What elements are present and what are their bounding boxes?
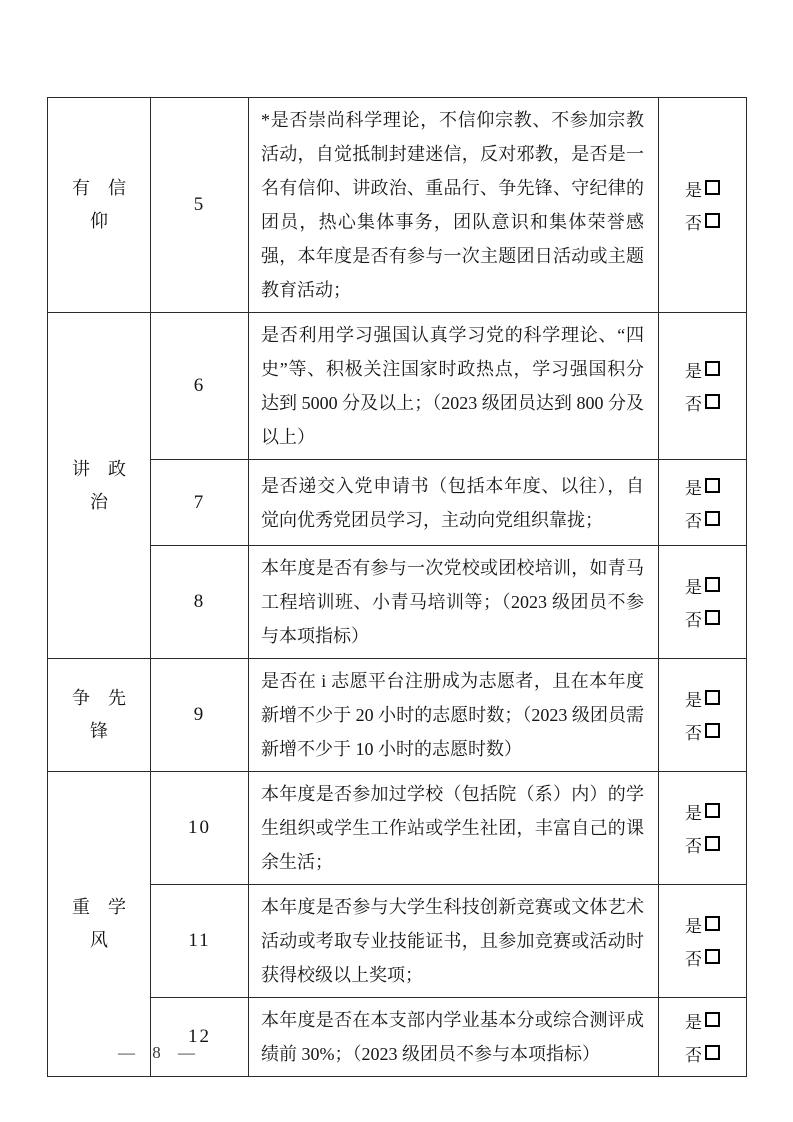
yes-no-option <box>659 945 746 970</box>
yes-no-option <box>659 1008 746 1033</box>
yes-checkbox[interactable] <box>705 690 720 705</box>
table-row <box>48 659 747 772</box>
yes-no-option <box>659 209 746 234</box>
yes-no-cell <box>659 659 747 772</box>
no-label: 否 <box>685 724 702 743</box>
no-checkbox[interactable] <box>705 213 720 228</box>
table-row <box>48 885 747 998</box>
category-label-line: 重 学 <box>72 897 126 917</box>
criterion-text-cell: 是否在 i 志愿平台注册成为志愿者，且在本年度新增不少于 20 小时的志愿时数；（2023 级团员需新增不少于 10 小时的志愿时数） <box>249 659 659 772</box>
no-label: 否 <box>685 837 702 856</box>
row-number-cell: 6 <box>151 313 249 460</box>
yes-no-cell <box>659 313 747 460</box>
no-label: 否 <box>685 511 702 531</box>
yes-checkbox[interactable] <box>705 478 720 493</box>
no-checkbox[interactable] <box>705 949 720 964</box>
yes-no-option <box>659 799 746 824</box>
yes-no-cell <box>659 998 747 1077</box>
row-number-cell: 8 <box>151 546 249 659</box>
yes-no-cell <box>659 460 747 546</box>
yes-no-option <box>659 573 746 598</box>
evaluation-table <box>47 97 747 1077</box>
category-label-line: 仰 <box>90 211 108 231</box>
yes-checkbox[interactable] <box>705 577 720 592</box>
criterion-text-cell: 本年度是否参加过学校（包括院（系）内）的学生组织或学生工作站或学生社团，丰富自己的课余生活； <box>249 772 659 885</box>
yes-label: 是 <box>685 1013 702 1032</box>
yes-checkbox[interactable] <box>705 916 720 931</box>
yes-label: 是 <box>685 578 702 597</box>
yes-no-option <box>659 507 746 532</box>
yes-no-option <box>659 357 746 382</box>
yes-no-option <box>659 606 746 631</box>
no-checkbox[interactable] <box>705 1045 720 1060</box>
category-cell <box>48 98 151 313</box>
row-number-cell: 11 <box>151 885 249 998</box>
yes-no-option <box>659 832 746 857</box>
no-checkbox[interactable] <box>705 723 720 738</box>
yes-label: 是 <box>685 478 702 498</box>
yes-no-cell <box>659 546 747 659</box>
table-row <box>48 98 747 313</box>
yes-checkbox[interactable] <box>705 361 720 376</box>
criterion-text-cell: *是否崇尚科学理论，不信仰宗教、不参加宗教活动，自觉抵制封建迷信，反对邪教，是否是一名有信仰、讲政治、重品行、争先锋、守纪律的团员，热心集体事务，团队意识和集体荣誉感强，本年度是否有参与一次主题团日活动或主题教育活动； <box>249 98 659 313</box>
no-label: 否 <box>685 1046 702 1065</box>
criterion-text-cell: 本年度是否在本支部内学业基本分或综合测评成绩前 30%；（2023 级团员不参与本项指标） <box>249 998 659 1077</box>
criterion-text-cell: 是否利用学习强国认真学习党的科学理论、“四史”等、积极关注国家时政热点，学习强国积分达到 5000 分及以上；（2023 级团员达到 800 分及以上） <box>249 313 659 460</box>
category-cell <box>48 659 151 772</box>
yes-no-cell <box>659 772 747 885</box>
yes-no-cell <box>659 885 747 998</box>
yes-no-cell <box>659 98 747 313</box>
yes-no-option <box>659 390 746 415</box>
yes-checkbox[interactable] <box>705 180 720 195</box>
table-row <box>48 772 747 885</box>
category-label-line: 有 信 <box>72 178 126 198</box>
criterion-text-cell: 是否递交入党申请书（包括本年度、以往），自觉向优秀党团员学习，主动向党组织靠拢； <box>249 460 659 546</box>
category-label-line: 讲 政 <box>72 458 126 479</box>
page-number: — 8 — <box>118 1043 199 1062</box>
yes-label: 是 <box>685 691 702 710</box>
no-label: 否 <box>685 214 702 233</box>
yes-checkbox[interactable] <box>705 803 720 818</box>
yes-no-option <box>659 474 746 499</box>
yes-no-option <box>659 719 746 744</box>
category-label-line: 争 先 <box>72 688 126 708</box>
criterion-text-cell: 本年度是否参与大学生科技创新竞赛或文体艺术活动或考取专业技能证书，且参加竞赛或活动时获得校级以上奖项； <box>249 885 659 998</box>
no-label: 否 <box>685 950 702 969</box>
row-number-cell: 10 <box>151 772 249 885</box>
category-label-line: 治 <box>90 491 108 512</box>
no-checkbox[interactable] <box>705 394 720 409</box>
row-number-cell: 12 <box>151 998 249 1077</box>
table-row <box>48 313 747 460</box>
no-checkbox[interactable] <box>705 610 720 625</box>
category-cell <box>48 313 151 659</box>
yes-no-option <box>659 1041 746 1066</box>
yes-label: 是 <box>685 917 702 936</box>
row-number-cell: 7 <box>151 460 249 546</box>
table-row <box>48 460 747 546</box>
yes-label: 是 <box>685 804 702 823</box>
yes-checkbox[interactable] <box>705 1012 720 1027</box>
yes-no-option <box>659 686 746 711</box>
table-row <box>48 998 747 1077</box>
no-label: 否 <box>685 611 702 630</box>
category-label-line: 锋 <box>90 721 108 741</box>
yes-no-option <box>659 912 746 937</box>
no-label: 否 <box>685 395 702 414</box>
yes-label: 是 <box>685 181 702 200</box>
row-number-cell: 5 <box>151 98 249 313</box>
table-row <box>48 546 747 659</box>
row-number-cell: 9 <box>151 659 249 772</box>
yes-label: 是 <box>685 362 702 381</box>
category-label-line: 风 <box>90 930 108 950</box>
yes-no-option <box>659 176 746 201</box>
no-checkbox[interactable] <box>705 836 720 851</box>
category-cell <box>48 772 151 1077</box>
criterion-text-cell: 本年度是否有参与一次党校或团校培训，如青马工程培训班、小青马培训等；（2023 级团员不参与本项指标） <box>249 546 659 659</box>
no-checkbox[interactable] <box>705 511 720 526</box>
